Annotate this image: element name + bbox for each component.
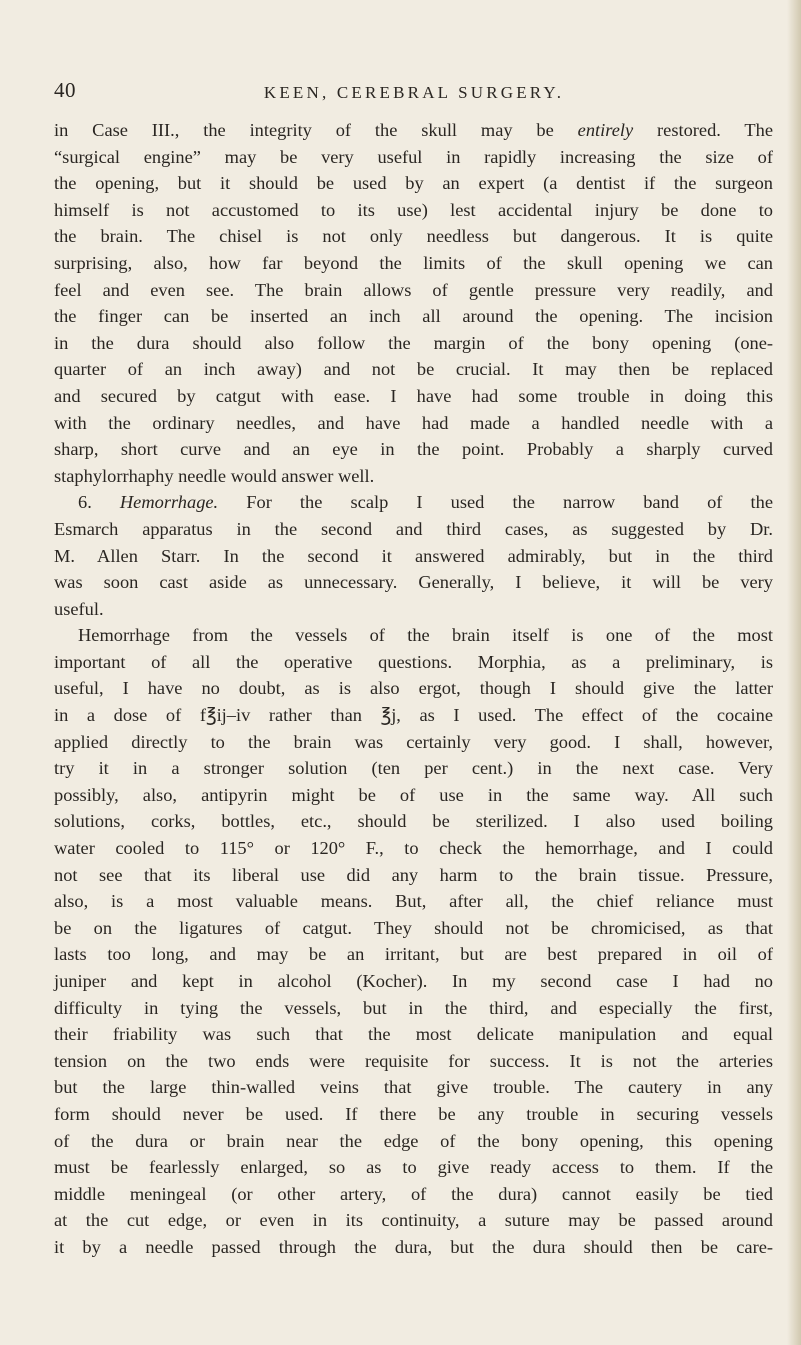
text-line: applied directly to the brain was certainly very good. I shall, however, [54, 731, 773, 752]
text-line: “surgical engine” may be very useful in rapidly increasing the size of [54, 146, 773, 167]
text-line: it by a needle passed through the dura, but the dura should then be care- [54, 1236, 773, 1257]
text-line: in the dura should also follow the margin of the bony opening (one- [54, 332, 773, 353]
text-line: also, is a most valuable means. But, after all, the chief reliance must [54, 891, 773, 912]
text-line: in Case III., the integrity of the skull may be entirely restored. The [54, 120, 773, 140]
text-line: water cooled to 115° or 120° F., to check the hemorrhage, and I could [54, 838, 773, 859]
page-header [54, 78, 774, 108]
text-line: the opening, but it should be used by an expert (a dentist if the surgeon [54, 173, 773, 194]
text-line: difficulty in tying the vessels, but in the third, and especially the first, [54, 997, 773, 1018]
text-line: feel and even see. The brain allows of gentle pressure very readily, and [54, 279, 773, 300]
text-line: the brain. The chisel is not only needless but dangerous. It is quite [54, 226, 773, 247]
text-line: try it in a stronger solution (ten per cent.) in the next case. Very [54, 758, 773, 779]
text-line: M. Allen Starr. In the second it answered admirably, but in the third [54, 545, 773, 566]
text-line: with the ordinary needles, and have had made a handled needle with a [54, 412, 773, 433]
text-line: the finger can be inserted an inch all around the opening. The incision [54, 306, 773, 327]
text-line: at the cut edge, or even in its continuity, a suture may be passed around [54, 1210, 773, 1231]
text-line: but the large thin-walled veins that give trouble. The cautery in any [54, 1077, 773, 1098]
text-line: himself is not accustomed to its use) lest accidental injury be done to [54, 199, 773, 220]
text-line: their friability was such that the most delicate manipulation and equal [54, 1024, 773, 1045]
running-title: KEEN, CEREBRAL SURGERY. [263, 83, 565, 102]
text-line: useful, I have no doubt, as is also ergot, though I should give the latter [54, 678, 773, 699]
text-line: quarter of an inch away) and not be crucial. It may then be replaced [54, 359, 773, 380]
page-edge-shadow [787, 0, 801, 1345]
page-number: 40 [54, 78, 76, 102]
text-line: staphylorrhaphy needle would answer well. [54, 465, 375, 486]
text-line: middle meningeal (or other artery, of the dura) cannot easily be tied [54, 1183, 773, 1204]
text-line: Esmarch apparatus in the second and third cases, as suggested by Dr. [54, 518, 773, 539]
text-line: important of all the operative questions. Morphia, as a preliminary, is [54, 651, 773, 672]
text-line: be on the ligatures of catgut. They should not be chromicised, as that [54, 917, 773, 938]
italic-emphasis: Hemorrhage. [119, 492, 219, 513]
text-line: useful. [54, 598, 104, 619]
text-line: form should never be used. If there be any trouble in securing vessels [54, 1103, 773, 1124]
text-line: solutions, corks, bottles, etc., should be sterilized. I also used boiling [54, 811, 773, 832]
text-line: surprising, also, how far beyond the limits of the skull opening we can [54, 252, 773, 273]
text-line: must be fearlessly enlarged, so as to give ready access to them. If the [54, 1157, 773, 1178]
body-text [54, 117, 773, 1261]
text-line: was soon cast aside as unnecessary. Generally, I believe, it will be very [54, 572, 773, 593]
text-line: possibly, also, antipyrin might be of use in the same way. All such [54, 784, 773, 805]
text-line: Hemorrhage from the vessels of the brain itself is one of the most [78, 625, 773, 646]
text-line: lasts too long, and may be an irritant, but are best prepared in oil of [54, 944, 773, 965]
text-line: tension on the two ends were requisite for success. It is not the arteries [54, 1050, 773, 1071]
text-line: 6. Hemorrhage. For the scalp I used the narrow band of the [78, 492, 773, 513]
text-line: juniper and kept in alcohol (Kocher). In my second case I had no [54, 971, 773, 991]
text-line: not see that its liberal use did any harm to the brain tissue. Pressure, [54, 864, 773, 885]
text-line: in a dose of f℥ij–iv rather than ℥j, as I used. The effect of the cocaine [54, 705, 773, 726]
text-line: and secured by catgut with ease. I have had some trouble in doing this [54, 385, 773, 406]
italic-emphasis: entirely [577, 120, 634, 140]
text-line: sharp, short curve and an eye in the point. Probably a sharply curved [54, 439, 773, 460]
text-line: of the dura or brain near the edge of the bony opening, this opening [54, 1130, 773, 1151]
